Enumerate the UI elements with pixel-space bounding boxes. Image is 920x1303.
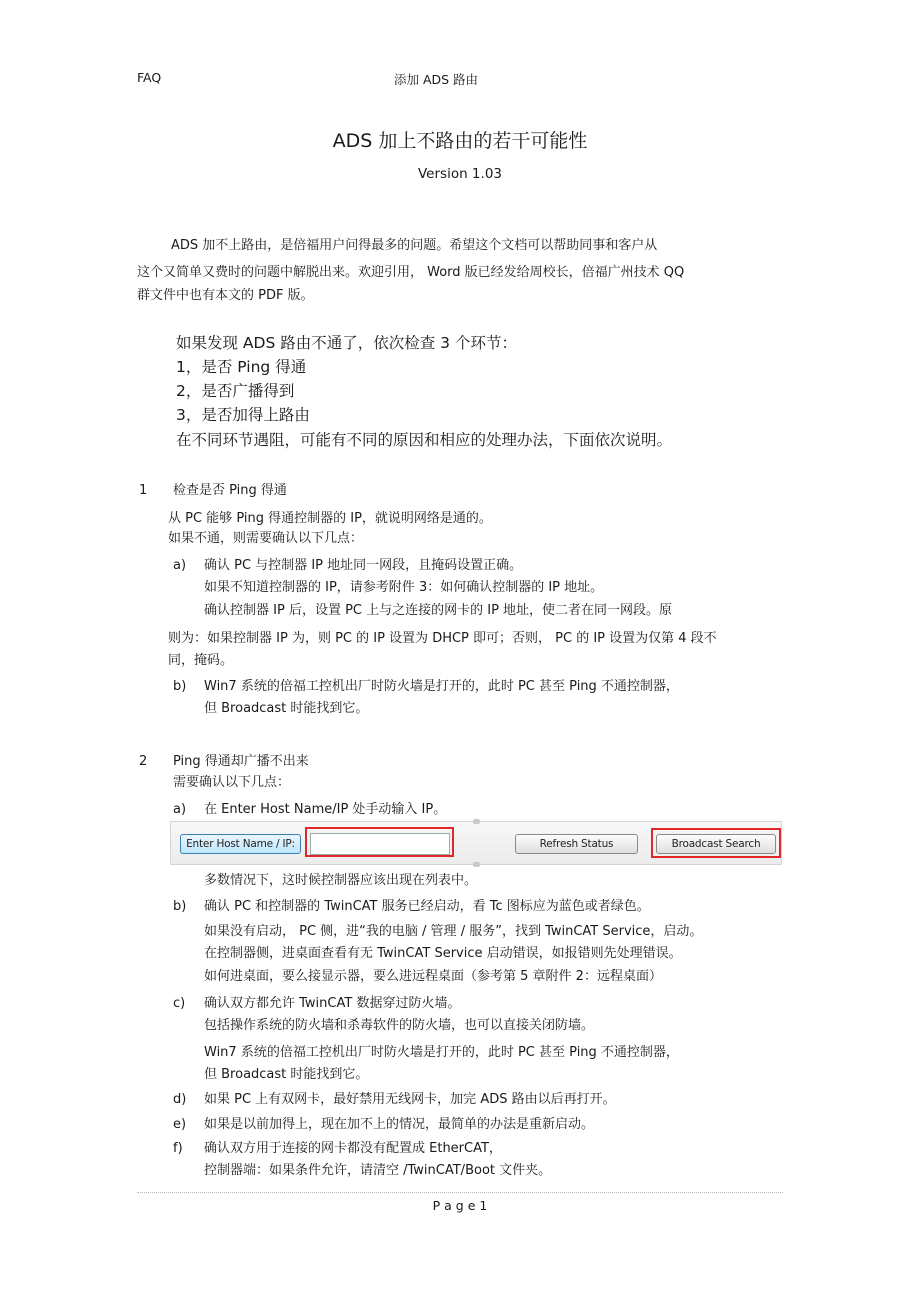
document-version: Version 1.03 <box>418 166 502 182</box>
splitter-knob-top <box>473 819 480 824</box>
section-2-subtitle: 需要确认以下几点： <box>173 775 291 790</box>
summary-line-1: 如果发现 ADS 路由不通了，依次检查 3 个环节： <box>176 334 517 352</box>
section-2-c-line-4: 但 Broadcast 时能找到它。 <box>204 1067 369 1082</box>
enter-host-button[interactable]: Enter Host Name / IP: <box>180 834 301 854</box>
section-2-c-line-1: 确认双方都允许 TwinCAT 数据穿过防火墙。 <box>204 996 461 1011</box>
section-2-d-line-1: 如果 PC 上有双网卡，最好禁用无线网卡，加完 ADS 路由以后再打开。 <box>204 1092 616 1107</box>
section-2-c-line-2: 包括操作系统的防火墙和杀毒软件的防火墙，也可以直接关闭防墙。 <box>204 1018 595 1033</box>
section-1-a-line-3: 确认控制器 IP 后，设置 PC 上与之连接的网卡的 IP 地址，使二者在同一网段。原 <box>204 603 673 618</box>
highlight-broadcast-button <box>651 828 781 858</box>
page-number: P a g e 1 <box>432 1198 488 1213</box>
highlight-host-input <box>305 827 454 857</box>
section-2-a-note: 多数情况下，这时候控制器应该出现在列表中。 <box>204 873 478 888</box>
section-2-b-line-1: 确认 PC 和控制器的 TwinCAT 服务已经启动，看 Tc 图标应为蓝色或者绿色。 <box>204 899 650 914</box>
header-left: FAQ <box>137 70 162 85</box>
toolbar-screenshot <box>170 821 782 865</box>
section-2-e-line-1: 如果是以前加得上，现在加不上的情况，最简单的办法是重新启动。 <box>204 1117 595 1132</box>
splitter-knob-bottom <box>473 862 480 867</box>
section-1-a-line-2: 如果不知道控制器的 IP，请参考附件 3：如何确认控制器的 IP 地址。 <box>204 580 604 595</box>
section-2-c-line-3: Win7 系统的倍福工控机出厂时防火墙是打开的，此时 PC 甚至 Ping 不通控制器， <box>204 1045 679 1060</box>
summary-line-5: 在不同环节遇阻，可能有不同的原因和相应的处理办法，下面依次说明。 <box>176 431 673 449</box>
footer-divider <box>137 1192 783 1193</box>
header-center: 添加 ADS 路由 <box>394 72 479 87</box>
section-1-a-label: a) <box>173 558 187 573</box>
section-2-f-line-2: 控制器端：如果条件允许，请清空 /TwinCAT/Boot 文件夹。 <box>204 1163 552 1178</box>
section-1-number: 1 <box>139 483 148 498</box>
section-1-a-wrap-1: 则为：如果控制器 IP 为，则 PC 的 IP 设置为 DHCP 即可；否则， PC 的 IP 设置为仅第 4 段不 <box>168 631 717 646</box>
section-1-line-1: 从 PC 能够 Ping 得通控制器的 IP，就说明网络是通的。 <box>168 511 492 526</box>
intro-line-2: 这个又简单又费时的问题中解脱出来。欢迎引用， Word 版已经发给周校长，倍福广州技术 QQ <box>137 265 685 280</box>
section-2-title: Ping 得通却广播不出来 <box>173 754 309 769</box>
summary-line-2: 1，是否 Ping 得通 <box>176 358 307 376</box>
section-2-a-label: a) <box>173 802 187 817</box>
section-2-a-line-1: 在 Enter Host Name/IP 处手动输入 IP。 <box>204 802 447 817</box>
section-2-number: 2 <box>139 754 148 769</box>
section-2-d-label: d) <box>173 1092 187 1107</box>
section-2-b-line-3: 在控制器侧，进桌面查看有无 TwinCAT Service 启动错误，如报错则先处理错误。 <box>204 946 682 961</box>
section-1-a-wrap-2: 同，掩码。 <box>168 653 234 668</box>
section-2-e-label: e) <box>173 1117 187 1132</box>
section-1-b-label: b) <box>173 679 187 694</box>
summary-line-4: 3，是否加得上路由 <box>176 406 310 424</box>
section-2-b-label: b) <box>173 899 187 914</box>
section-2-b-line-2: 如果没有启动， PC 侧，进“我的电脑 / 管理 / 服务”，找到 TwinCAT Service，启动。 <box>204 924 703 939</box>
summary-line-3: 2，是否广播得到 <box>176 382 295 400</box>
intro-line-1: ADS 加不上路由，是倍福用户问得最多的问题。希望这个文档可以帮助同事和客户从 <box>171 238 658 253</box>
section-1-title: 检查是否 Ping 得通 <box>173 483 287 498</box>
section-2-c-label: c) <box>173 996 186 1011</box>
refresh-status-button[interactable]: Refresh Status <box>515 834 638 854</box>
section-1-a-line-1: 确认 PC 与控制器 IP 地址同一网段，且掩码设置正确。 <box>204 558 523 573</box>
intro-line-3: 群文件中也有本文的 PDF 版。 <box>137 288 314 303</box>
section-1-line-2: 如果不通，则需要确认以下几点： <box>168 531 364 546</box>
document-title: ADS 加上不路由的若干可能性 <box>332 130 588 152</box>
section-1-b-line-1: Win7 系统的倍福工控机出厂时防火墙是打开的，此时 PC 甚至 Ping 不通控制器， <box>204 679 679 694</box>
section-2-f-label: f) <box>173 1141 183 1156</box>
section-2-b-line-4: 如何进桌面，要么接显示器，要么进远程桌面（参考第 5 章附件 2：远程桌面） <box>204 969 662 984</box>
section-2-f-line-1: 确认双方用于连接的网卡都没有配置成 EtherCAT， <box>204 1141 502 1156</box>
broadcast-search-button[interactable]: Broadcast Search <box>656 834 776 854</box>
section-1-b-line-2: 但 Broadcast 时能找到它。 <box>204 701 369 716</box>
